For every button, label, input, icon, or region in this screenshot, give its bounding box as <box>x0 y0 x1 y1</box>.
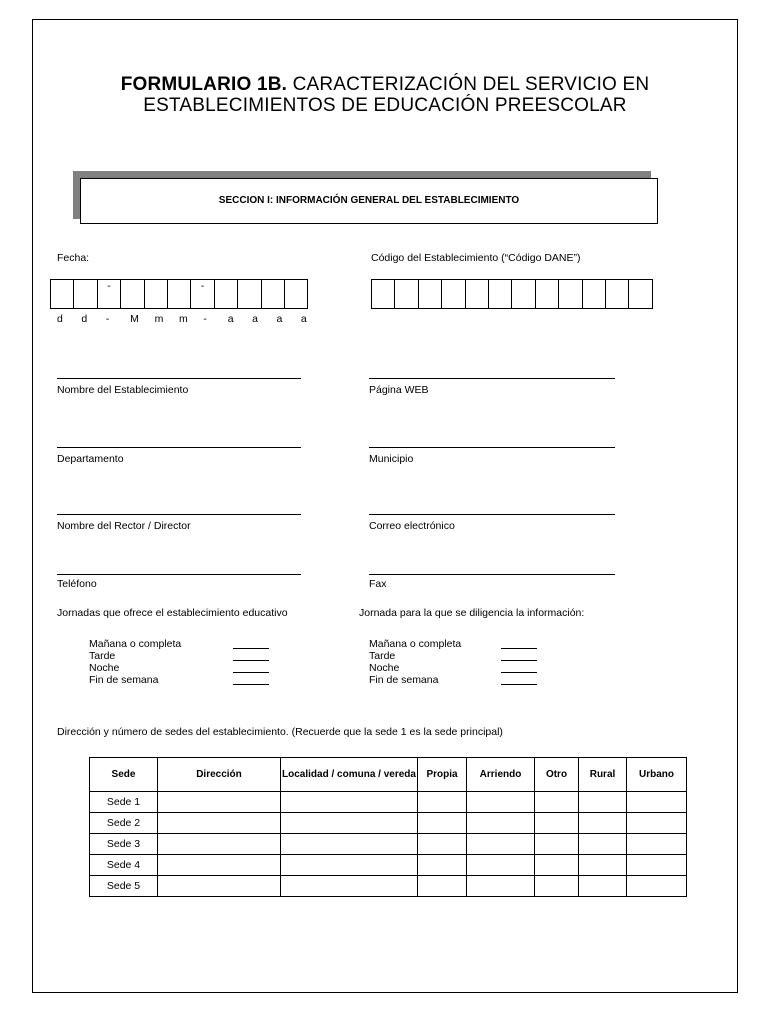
nombre-establecimiento-line[interactable] <box>57 378 301 379</box>
codigo-label: Código del Establecimiento (“Código DANE”) <box>371 252 581 264</box>
codigo-box[interactable] <box>582 279 606 309</box>
table-header-row <box>90 758 687 792</box>
fecha-box[interactable]: - <box>97 279 121 309</box>
table-cell[interactable] <box>158 792 281 813</box>
table-cell[interactable] <box>535 813 579 834</box>
table-cell[interactable] <box>418 792 467 813</box>
codigo-box[interactable] <box>628 279 652 309</box>
col-rural: Rural <box>579 758 627 792</box>
table-cell[interactable] <box>579 834 627 855</box>
codigo-box[interactable] <box>511 279 535 309</box>
rector-line[interactable] <box>57 514 301 515</box>
telefono-label: Teléfono <box>57 578 97 590</box>
fecha-box[interactable] <box>237 279 261 309</box>
shift-noche-blank[interactable] <box>233 662 269 673</box>
table-cell[interactable] <box>281 855 418 876</box>
table-cell[interactable] <box>281 792 418 813</box>
shift-noche: Noche <box>89 662 120 674</box>
fecha-format-char: - <box>203 313 207 325</box>
shift2-fin-semana: Fin de semana <box>369 674 439 686</box>
fecha-box[interactable] <box>73 279 97 309</box>
shift-manana-blank[interactable] <box>233 638 269 649</box>
table-cell[interactable] <box>281 813 418 834</box>
codigo-box[interactable] <box>371 279 395 309</box>
codigo-box[interactable] <box>441 279 465 309</box>
col-arriendo: Arriendo <box>467 758 535 792</box>
sede-name-cell: Sede 1 <box>90 792 158 813</box>
table-row <box>90 876 687 897</box>
codigo-box[interactable] <box>418 279 442 309</box>
codigo-boxes[interactable] <box>371 279 652 309</box>
table-cell[interactable] <box>627 792 687 813</box>
fecha-format-char: d <box>81 313 88 325</box>
sede-name-cell: Sede 5 <box>90 876 158 897</box>
shift-fin-semana-blank[interactable] <box>233 674 269 685</box>
pagina-web-line[interactable] <box>369 378 615 379</box>
section-header: SECCION I: INFORMACIÓN GENERAL DEL ESTABLECIMIENTO <box>80 178 658 224</box>
telefono-line[interactable] <box>57 574 301 575</box>
table-row <box>90 813 687 834</box>
form-page <box>32 19 738 993</box>
fecha-box[interactable] <box>167 279 191 309</box>
fecha-format-char: a <box>227 313 234 325</box>
form-title-bold: FORMULARIO 1B. <box>120 74 288 95</box>
table-cell[interactable] <box>158 876 281 897</box>
shift2-tarde-blank[interactable] <box>501 650 537 661</box>
col-direccion: Dirección <box>158 758 281 792</box>
fecha-box[interactable] <box>120 279 144 309</box>
fecha-box[interactable]: - <box>190 279 214 309</box>
sede-name-cell: Sede 2 <box>90 813 158 834</box>
fecha-boxes[interactable] <box>50 279 307 309</box>
table-cell[interactable] <box>418 855 467 876</box>
fecha-box[interactable] <box>261 279 285 309</box>
fecha-format-char: M <box>130 313 139 325</box>
table-cell[interactable] <box>158 813 281 834</box>
jornada-diligencia-label: Jornada para la que se diligencia la información: <box>359 607 585 619</box>
fecha-box[interactable] <box>144 279 168 309</box>
table-cell[interactable] <box>158 855 281 876</box>
codigo-box[interactable] <box>488 279 512 309</box>
col-propia: Propia <box>418 758 467 792</box>
pagina-web-label: Página WEB <box>369 384 429 396</box>
fecha-format-char: m <box>178 313 188 325</box>
shift-fin-semana: Fin de semana <box>89 674 159 686</box>
table-cell[interactable] <box>579 792 627 813</box>
table-cell[interactable] <box>627 834 687 855</box>
table-cell[interactable] <box>281 876 418 897</box>
table-cell[interactable] <box>467 876 535 897</box>
fecha-label: Fecha: <box>57 252 90 264</box>
table-cell[interactable] <box>281 834 418 855</box>
table-cell[interactable] <box>579 855 627 876</box>
fax-line[interactable] <box>369 574 615 575</box>
form-title-line2: ESTABLECIMIENTOS DE EDUCACIÓN PREESCOLAR <box>143 95 627 116</box>
shift2-fin-semana-blank[interactable] <box>501 674 537 685</box>
direccion-label: Dirección y número de sedes del establecimiento. (Recuerde que la sede 1 es la sede principal) <box>57 726 503 738</box>
table-row <box>90 834 687 855</box>
shift2-noche: Noche <box>369 662 400 674</box>
table-cell[interactable] <box>467 834 535 855</box>
col-sede: Sede <box>90 758 158 792</box>
jornada-diligencia-list <box>369 638 537 686</box>
table-cell[interactable] <box>579 876 627 897</box>
fecha-format-char: a <box>300 313 307 325</box>
shift2-noche-blank[interactable] <box>501 662 537 673</box>
shift2-manana: Mañana o completa <box>369 638 462 650</box>
fecha-box[interactable] <box>214 279 238 309</box>
table-cell[interactable] <box>418 876 467 897</box>
table-cell[interactable] <box>535 876 579 897</box>
codigo-box[interactable] <box>605 279 629 309</box>
shift-manana: Mañana o completa <box>89 638 182 650</box>
municipio-label: Municipio <box>369 453 414 465</box>
col-urbano: Urbano <box>627 758 687 792</box>
table-cell[interactable] <box>467 813 535 834</box>
table-cell[interactable] <box>158 834 281 855</box>
table-cell[interactable] <box>467 855 535 876</box>
departamento-label: Departamento <box>57 453 124 465</box>
table-cell[interactable] <box>627 876 687 897</box>
fecha-format-char: a <box>252 313 258 325</box>
table-cell[interactable] <box>418 813 467 834</box>
table-cell[interactable] <box>418 834 467 855</box>
table-cell[interactable] <box>467 792 535 813</box>
municipio-line[interactable] <box>369 447 615 448</box>
table-cell[interactable] <box>579 813 627 834</box>
table-row <box>90 855 687 876</box>
sedes-table <box>89 757 687 897</box>
fecha-format-char: m <box>154 313 164 325</box>
table-cell[interactable] <box>627 813 687 834</box>
jornadas-list <box>89 638 269 686</box>
codigo-box[interactable] <box>394 279 418 309</box>
table-cell[interactable] <box>535 792 579 813</box>
codigo-box[interactable] <box>535 279 559 309</box>
table-cell[interactable] <box>627 855 687 876</box>
shift-tarde: Tarde <box>89 650 116 662</box>
fax-label: Fax <box>369 578 387 590</box>
nombre-establecimiento-label: Nombre del Establecimiento <box>57 384 189 396</box>
fecha-box[interactable] <box>50 279 74 309</box>
form-title-line1: CARACTERIZACIÓN DEL SERVICIO EN <box>287 74 650 95</box>
table-row <box>90 792 687 813</box>
codigo-box[interactable] <box>465 279 489 309</box>
col-otro: Otro <box>535 758 579 792</box>
fecha-box[interactable] <box>284 279 308 309</box>
fecha-format-char: a <box>276 313 283 325</box>
shift2-tarde: Tarde <box>369 650 396 662</box>
shift2-manana-blank[interactable] <box>501 638 537 649</box>
shift-tarde-blank[interactable] <box>233 650 269 661</box>
rector-label: Nombre del Rector / Director <box>57 520 191 532</box>
sede-name-cell: Sede 4 <box>90 855 158 876</box>
form-title <box>33 74 737 116</box>
fecha-format-char: d <box>57 313 63 325</box>
fecha-format-char: - <box>105 313 110 325</box>
correo-label: Correo electrónico <box>369 520 455 532</box>
sede-name-cell: Sede 3 <box>90 834 158 855</box>
correo-line[interactable] <box>369 514 615 515</box>
codigo-box[interactable] <box>558 279 582 309</box>
jornadas-label: Jornadas que ofrece el establecimiento educativo <box>57 607 288 619</box>
col-localidad: Localidad / comuna / vereda <box>281 758 418 792</box>
fecha-format <box>57 313 325 325</box>
table-cell[interactable] <box>535 855 579 876</box>
departamento-line[interactable] <box>57 447 301 448</box>
table-cell[interactable] <box>535 834 579 855</box>
